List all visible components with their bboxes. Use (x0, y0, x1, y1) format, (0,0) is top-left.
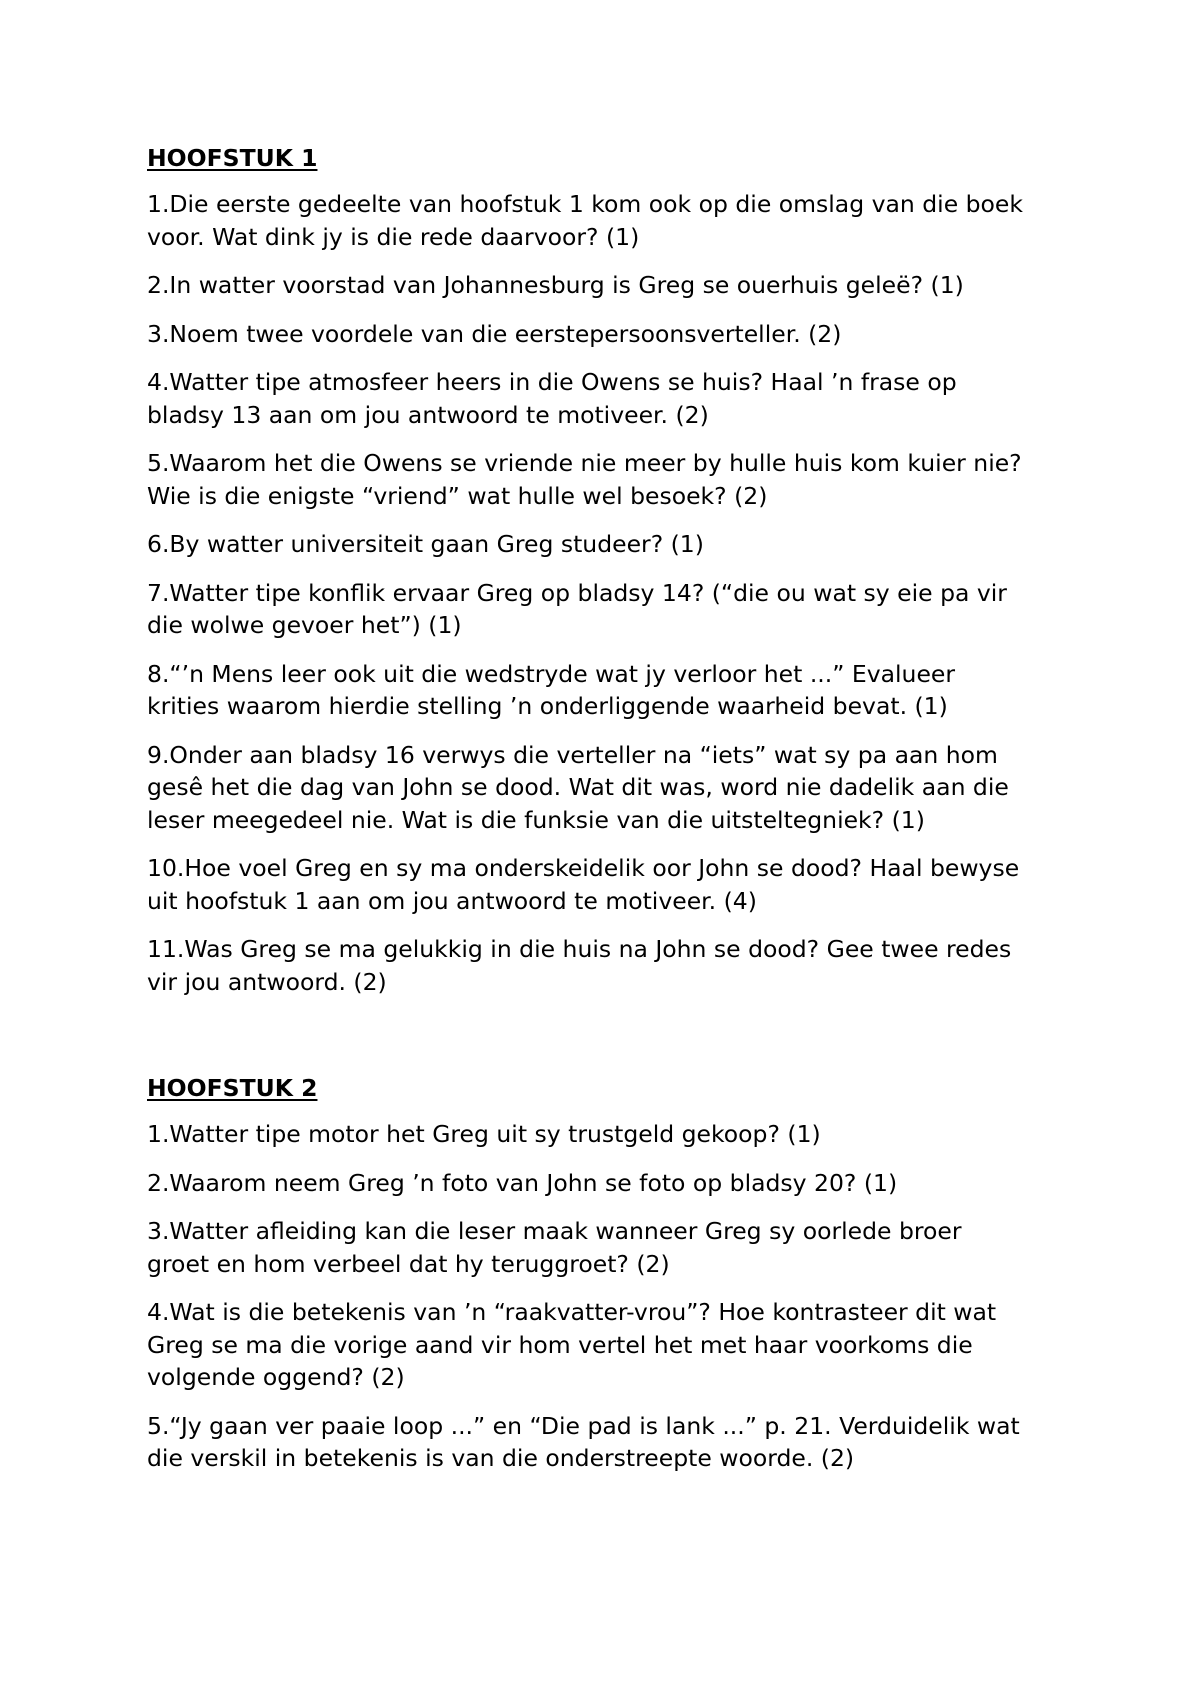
question-item (147, 1167, 1067, 1200)
question-line: 4.Wat is die betekenis van ’n “raakvatter-vrou”? Hoe kontrasteer dit wat (147, 1298, 997, 1326)
question-item (147, 739, 1067, 837)
question-line: 5.Waarom het die Owens se vriende nie meer by hulle huis kom kuier nie? (147, 449, 1022, 477)
question-line: volgende oggend? (2) (147, 1363, 405, 1391)
question-item (147, 366, 1067, 431)
question-line: 1.Watter tipe motor het Greg uit sy trustgeld gekoop? (1) (147, 1120, 821, 1148)
question-item (147, 528, 1067, 561)
section-hoofstuk-2 (147, 1072, 1067, 1475)
section-heading: HOOFSTUK 1 (147, 144, 318, 172)
question-line: 2.In watter voorstad van Johannesburg is Greg se ouerhuis geleë? (1) (147, 271, 964, 299)
question-item (147, 1410, 1067, 1475)
question-line: die wolwe gevoer het”) (1) (147, 611, 462, 639)
question-line: 8.“’n Mens leer ook uit die wedstryde wat jy verloor het ...” Evalueer (147, 659, 956, 688)
question-line: voor. Wat dink jy is die rede daarvoor? (1) (147, 222, 640, 251)
question-line: die verskil in betekenis is van die onderstreepte woorde. (2) (147, 1444, 855, 1472)
question-item (147, 188, 1067, 253)
question-line: groet en hom verbeel dat hy teruggroet? (2) (147, 1249, 670, 1278)
question-line: Greg se ma die vorige aand vir hom vertel het met haar voorkoms die (147, 1330, 973, 1359)
document-page (147, 142, 1067, 1491)
question-line: 1.Die eerste gedeelte van hoofstuk 1 kom ook op die omslag van die boek (147, 190, 1023, 218)
question-line: 10.Hoe voel Greg en sy ma onderskeidelik oor John se dood? Haal bewyse (147, 854, 1020, 882)
question-item (147, 933, 1067, 998)
section-heading: HOOFSTUK 2 (147, 1074, 318, 1102)
question-line: Wie is die enigste “vriend” wat hulle wel besoek? (2) (147, 481, 768, 510)
question-line: 4.Watter tipe atmosfeer heers in die Owens se huis? Haal ’n frase op (147, 368, 957, 396)
question-line: leser meegedeel nie. Wat is die funksie van die uitsteltegniek? (1) (147, 805, 925, 834)
question-line: 11.Was Greg se ma gelukkig in die huis na John se dood? Gee twee redes (147, 935, 1012, 963)
question-line: 5.“Jy gaan ver paaie loop ...” en “Die pad is lank ...” p. 21. Verduidelik wat (147, 1411, 1020, 1440)
question-line: vir jou antwoord. (2) (147, 967, 387, 996)
question-line: 6.By watter universiteit gaan Greg studeer? (1) (147, 530, 704, 558)
question-item (147, 269, 1067, 302)
question-item (147, 658, 1067, 723)
question-line: gesê het die dag van John se dood. Wat dit was, word nie dadelik aan die (147, 773, 1009, 801)
question-item (147, 1118, 1067, 1151)
question-item (147, 577, 1067, 642)
question-line: 9.Onder aan bladsy 16 verwys die verteller na “iets” wat sy pa aan hom (147, 740, 998, 769)
question-item (147, 852, 1067, 917)
section-spacer (147, 1014, 1067, 1072)
question-item (147, 1215, 1067, 1280)
question-line: 3.Watter afleiding kan die leser maak wanneer Greg sy oorlede broer (147, 1217, 962, 1245)
question-line: 3.Noem twee voordele van die eerstepersoonsverteller. (2) (147, 319, 842, 348)
question-line: uit hoofstuk 1 aan om jou antwoord te motiveer. (4) (147, 886, 757, 915)
question-line: krities waarom hierdie stelling ’n onderliggende waarheid bevat. (1) (147, 692, 948, 720)
section-hoofstuk-1 (147, 142, 1067, 998)
question-item (147, 318, 1067, 351)
question-item (147, 447, 1067, 512)
question-line: 2.Waarom neem Greg ’n foto van John se foto op bladsy 20? (1) (147, 1168, 898, 1197)
question-item (147, 1296, 1067, 1394)
question-line: 7.Watter tipe konflik ervaar Greg op bladsy 14? (“die ou wat sy eie pa vir (147, 578, 1007, 607)
question-line: bladsy 13 aan om jou antwoord te motiveer. (2) (147, 400, 709, 429)
